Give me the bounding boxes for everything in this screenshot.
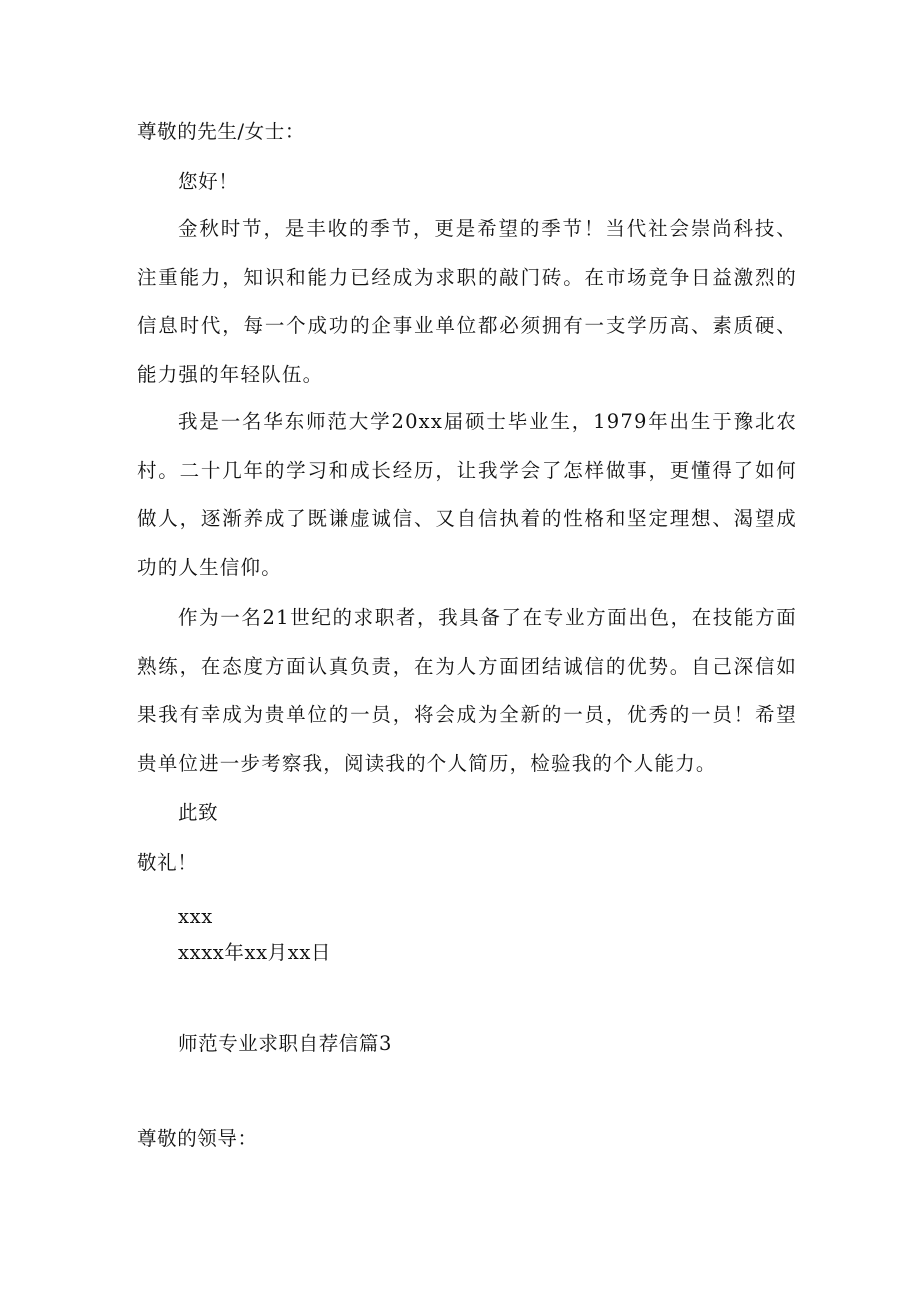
body-paragraph-1: 金秋时节，是丰收的季节，更是希望的季节！当代社会崇尚科技、注重能力，知识和能力已经成为求职的敲门砖。在市场竞争日益激烈的信息时代，每一个成功的企事业单位都必须拥有一支学历高、素质硬、能力强的年轻队伍。 <box>137 217 797 386</box>
next-salutation: 尊敬的领导： <box>137 1127 258 1150</box>
salutation: 尊敬的先生/女士： <box>137 120 305 143</box>
body-paragraph-2: 我是一名华东师范大学20xx届硕士毕业生，1979年出生于豫北农村。二十几年的学习和成长经历，让我学会了怎样做事，更懂得了如何做人，逐渐养成了既谦虚诚信、又自信执着的性格和坚定理想、渴望成功的人生信仰。 <box>137 410 797 579</box>
closing: 此致 <box>178 801 219 824</box>
signature-name: xxx <box>178 905 213 928</box>
greeting: 您好！ <box>178 170 239 193</box>
section-title: 师范专业求职自荐信篇3 <box>178 1032 393 1055</box>
body-paragraph-3: 作为一名21世纪的求职者，我具备了在专业方面出色，在技能方面熟练，在态度方面认真负责，在为人方面团结诚信的优势。自己深信如果我有幸成为贵单位的一员，将会成为全新的一员，优秀的一员！希望贵单位进一步考察我，阅读我的个人简历，检验我的个人能力。 <box>137 606 797 775</box>
signature-date: xxxx年xx月xx日 <box>178 941 332 964</box>
regards: 敬礼！ <box>137 851 198 874</box>
